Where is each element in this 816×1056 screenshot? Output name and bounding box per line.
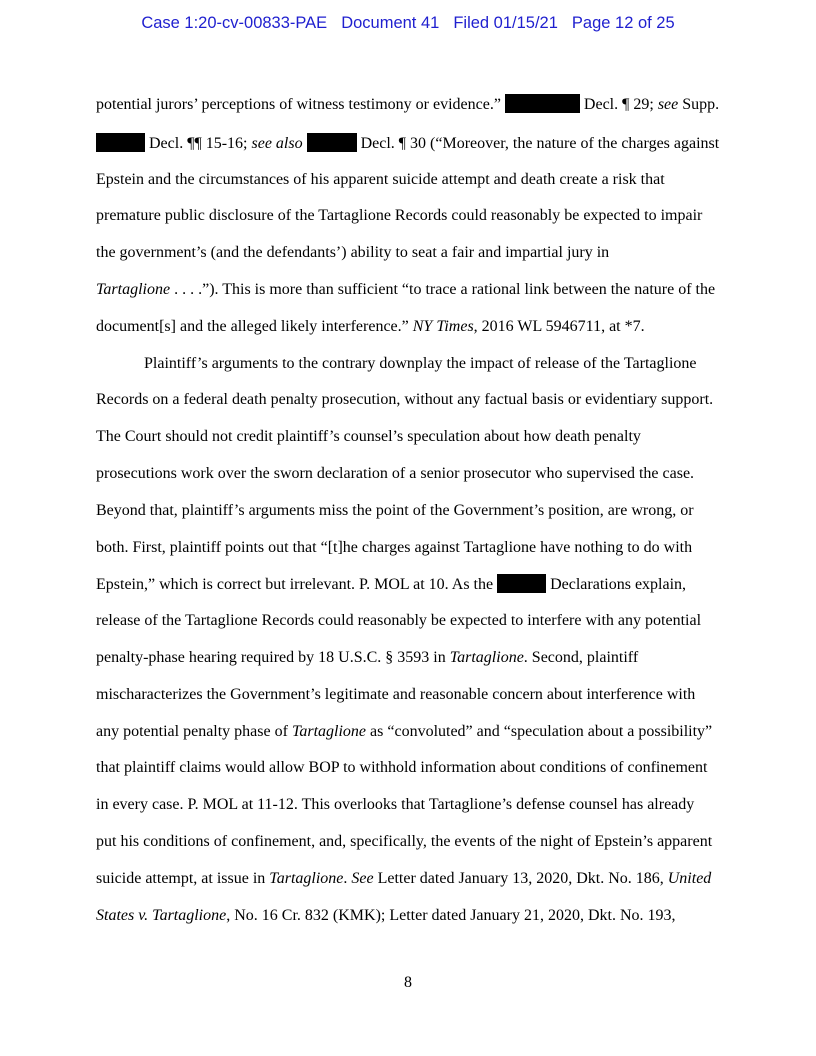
text-line: The Court should not credit plaintiff’s counsel’s speculation about how death penalty — [96, 428, 641, 445]
text-line: release of the Tartaglione Records could reasonably be expected to interfere with any potential — [96, 612, 702, 629]
case-header — [0, 14, 816, 33]
filed-date: Filed 01/15/21 — [453, 14, 558, 32]
text-line: premature public disclosure of the Tartaglione Records could reasonably be expected to impair — [96, 207, 703, 224]
paragraph-start: Plaintiff’s arguments to the contrary downplay the impact of release of the Tartaglione — [144, 355, 697, 372]
text-line: Epstein,” which is correct but irrelevant. P. MOL at 10. As the Declarations explain, — [96, 576, 687, 593]
text-line: Epstein and the circumstances of his apparent suicide attempt and death create a risk that — [96, 171, 665, 188]
text-line: Beyond that, plaintiff’s arguments miss the point of the Government’s position, are wrong, or — [96, 502, 694, 519]
document-number: Document 41 — [341, 14, 440, 32]
text-line: in every case. P. MOL at 11-12. This overlooks that Tartaglione’s defense counsel has already — [96, 796, 695, 813]
text-line: Records on a federal death penalty prosecution, without any factual basis or evidentiary support. — [96, 391, 714, 408]
text-line: penalty-phase hearing required by 18 U.S.C. § 3593 in Tartaglione. Second, plaintiff — [96, 649, 639, 666]
redaction-box — [307, 133, 357, 152]
text-line: suicide attempt, at issue in Tartaglione. See Letter dated January 13, 2020, Dkt. No. 186, United — [96, 870, 712, 887]
text-line: any potential penalty phase of Tartaglione as “convoluted” and “speculation about a possibility” — [96, 723, 713, 740]
text-line: prosecutions work over the sworn declaration of a senior prosecutor who supervised the case. — [96, 465, 695, 482]
text-line: States v. Tartaglione, No. 16 Cr. 832 (KMK); Letter dated January 21, 2020, Dkt. No. 193, — [96, 907, 676, 924]
text-line: Decl. ¶¶ 15-16; see also Decl. ¶ 30 (“Moreover, the nature of the charges against — [96, 133, 719, 154]
case-number: Case 1:20-cv-00833-PAE — [141, 14, 328, 32]
text-line: the government’s (and the defendants’) ability to seat a fair and impartial jury in — [96, 244, 610, 261]
redaction-box — [497, 574, 546, 593]
page-number: 8 — [404, 974, 412, 991]
text-line: put his conditions of confinement, and, specifically, the events of the night of Epstein’s apparent — [96, 833, 713, 850]
text-line: potential jurors’ perceptions of witness testimony or evidence.” Decl. ¶ 29; see Supp. — [96, 96, 720, 113]
text-line: mischaracterizes the Government’s legitimate and reasonable concern about interference with — [96, 686, 696, 703]
page-of: Page 12 of 25 — [571, 14, 675, 32]
text-line: both. First, plaintiff points out that “[t]he charges against Tartaglione have nothing to do with — [96, 539, 693, 556]
text-line: document[s] and the alleged likely interference.” NY Times, 2016 WL 5946711, at *7. — [96, 318, 645, 335]
text-line: Tartaglione . . . .”). This is more than sufficient “to trace a rational link between the nature of the — [96, 281, 716, 298]
redaction-box — [505, 94, 580, 113]
redaction-box — [96, 133, 145, 152]
text-line: that plaintiff claims would allow BOP to withhold information about conditions of confinement — [96, 759, 708, 776]
